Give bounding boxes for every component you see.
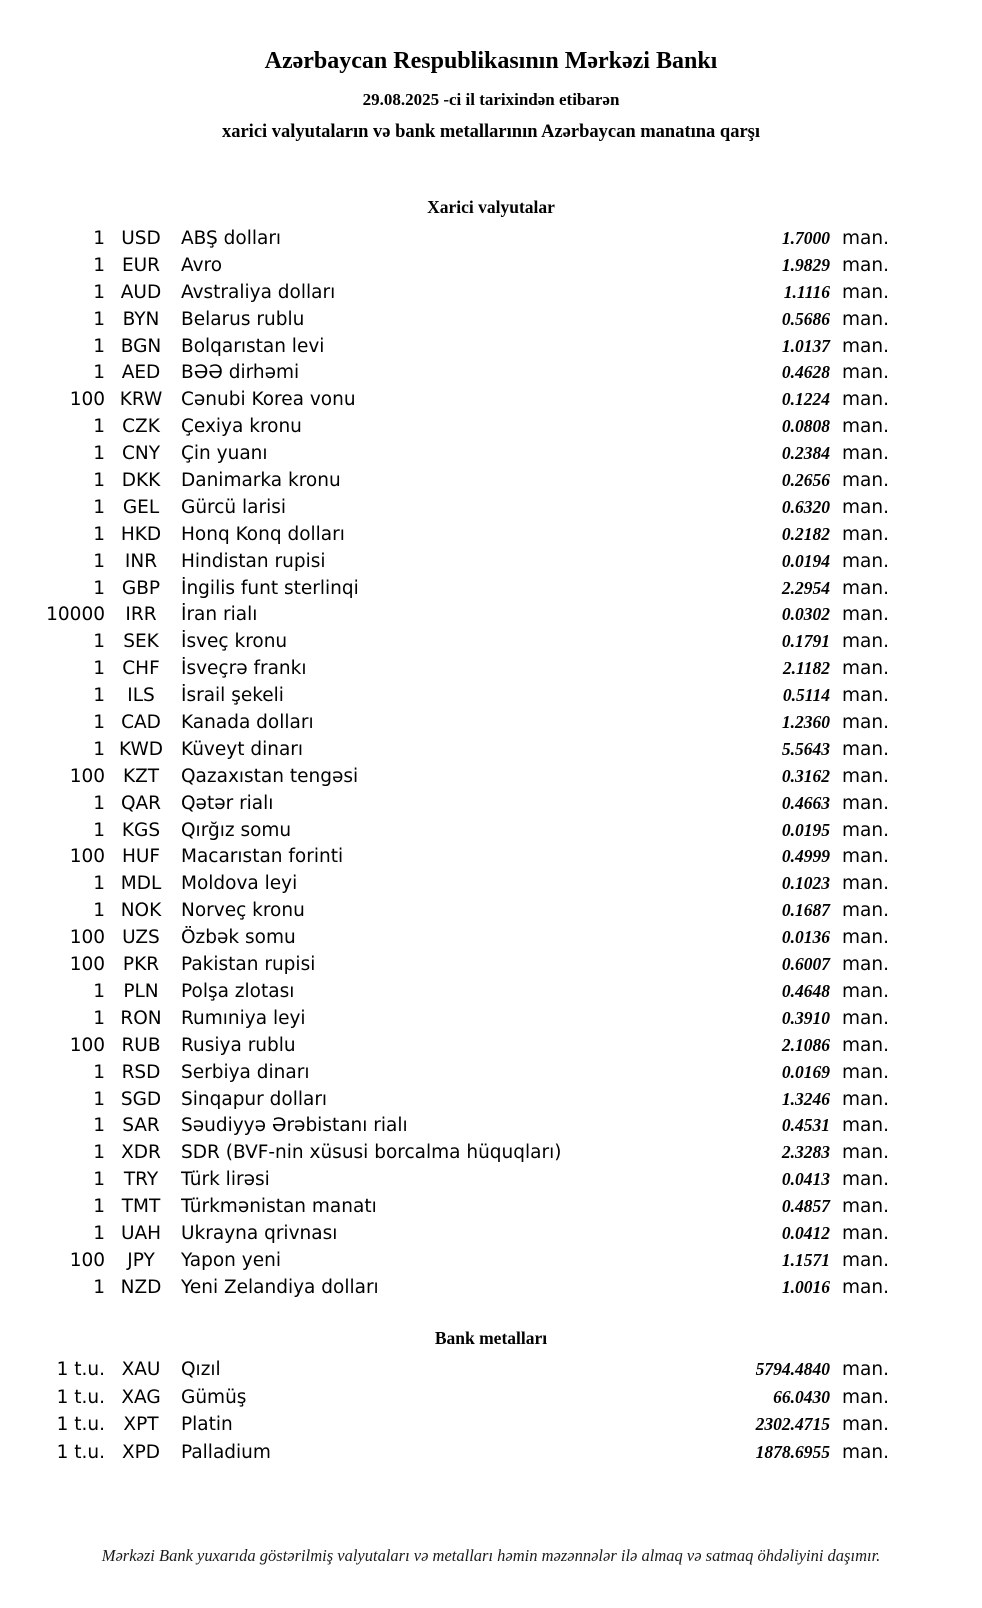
- unit-label: man.: [842, 1088, 889, 1110]
- currency-code: INR: [124, 550, 158, 572]
- currency-quantity: 1: [93, 1088, 105, 1110]
- currency-code: XPT: [123, 1414, 159, 1436]
- table-row: [0, 763, 890, 790]
- rate-value: 0.3910: [781, 1007, 830, 1028]
- currency-name: Çin yuanı: [181, 443, 268, 465]
- rate-value: 2.1182: [782, 658, 830, 679]
- currency-code: UAH: [120, 1222, 162, 1244]
- unit-label: man.: [842, 1249, 889, 1271]
- currency-name: Küveyt dinarı: [181, 738, 304, 760]
- unit-label: man.: [842, 254, 889, 276]
- unit-label: man.: [842, 1442, 889, 1464]
- rate-value: 1.0016: [781, 1276, 830, 1297]
- unit-label: man.: [842, 1414, 889, 1436]
- currency-code: SGD: [120, 1088, 162, 1110]
- currency-name: SDR (BVF-nin xüsusi borcalma hüquqları): [181, 1142, 562, 1164]
- currency-name: Honq Konq dolları: [181, 523, 345, 545]
- currency-name: Gümüş: [181, 1386, 247, 1408]
- unit-label: man.: [842, 228, 889, 249]
- currency-quantity: 1: [93, 980, 105, 1002]
- currency-code: DKK: [121, 470, 161, 492]
- unit-label: man.: [842, 1358, 889, 1380]
- currency-name: Serbiya dinarı: [181, 1061, 310, 1083]
- rate-value: 0.0413: [781, 1169, 830, 1190]
- unit-label: man.: [842, 765, 889, 787]
- page-header: [0, 46, 982, 144]
- rate-value: 0.0808: [781, 416, 830, 437]
- table-row: [0, 225, 890, 252]
- unit-label: man.: [842, 281, 889, 303]
- unit-label: man.: [842, 954, 889, 976]
- currency-quantity: 1: [93, 738, 105, 760]
- currency-quantity: 100: [69, 1034, 105, 1056]
- currency-name: Avstraliya dolları: [181, 281, 336, 303]
- table-row: [0, 1059, 890, 1086]
- effective-date: 29.08.2025 -ci il tarixindən etibarən: [362, 90, 620, 109]
- unit-label: man.: [842, 846, 889, 868]
- table-row: [0, 575, 890, 602]
- rate-value: 0.1023: [781, 873, 830, 894]
- currency-quantity: 1: [93, 550, 105, 572]
- currency-quantity: 1: [93, 1007, 105, 1029]
- rate-value: 2.2954: [781, 577, 830, 598]
- table-row: [0, 655, 890, 682]
- currency-name: İsveç kronu: [181, 631, 288, 653]
- currency-quantity: 1: [93, 1142, 105, 1164]
- rate-value: 1.1571: [781, 1249, 830, 1270]
- currency-code: PLN: [123, 980, 159, 1002]
- table-row: [0, 279, 890, 306]
- currency-quantity: 1 t.u.: [56, 1414, 105, 1436]
- currency-quantity: 1: [93, 281, 105, 303]
- unit-label: man.: [842, 1034, 889, 1056]
- currency-code: XDR: [121, 1142, 161, 1164]
- currency-name: BƏƏ dirhəmi: [181, 362, 300, 384]
- unit-label: man.: [842, 1169, 889, 1191]
- table-row: [0, 1032, 890, 1059]
- currency-quantity: 100: [69, 927, 105, 949]
- currency-name: Hindistan rupisi: [181, 550, 326, 572]
- rate-value: 0.6007: [781, 954, 830, 975]
- currency-quantity: 1: [93, 900, 105, 922]
- currency-code: JPY: [127, 1249, 155, 1271]
- unit-label: man.: [842, 362, 889, 384]
- currency-name: Norveç kronu: [181, 900, 305, 922]
- rate-value: 0.0169: [781, 1061, 830, 1082]
- rate-value: 0.4628: [781, 362, 830, 383]
- currency-name: Belarus rublu: [181, 308, 305, 330]
- table-row: [0, 790, 890, 817]
- currency-quantity: 1: [93, 577, 105, 599]
- page-title: Azərbaycan Respublikasının Mərkəzi Bankı: [264, 48, 718, 74]
- rate-value: 0.3162: [781, 765, 830, 786]
- currency-code: AUD: [120, 281, 162, 303]
- currency-code: AED: [121, 362, 161, 384]
- currency-quantity: 100: [69, 765, 105, 787]
- rate-value: 1.7000: [781, 228, 830, 248]
- currency-name: Rusiya rublu: [181, 1034, 296, 1056]
- table-row: [0, 682, 890, 709]
- rate-value: 0.4999: [781, 846, 830, 867]
- currency-quantity: 10000: [46, 604, 105, 626]
- currency-name: Avro: [181, 254, 223, 276]
- section-heading-currencies: Xarici valyutalar: [427, 197, 555, 217]
- currency-quantity: 1: [93, 1222, 105, 1244]
- currency-code: KGS: [121, 819, 161, 841]
- currency-name: Qızıl: [181, 1358, 221, 1380]
- section-heading-metals: Bank metalları: [434, 1327, 548, 1348]
- currency-code: SEK: [123, 631, 159, 653]
- currency-code: SAR: [122, 1115, 160, 1137]
- currency-name: Bolqarıstan levi: [181, 335, 325, 357]
- rate-value: 0.0195: [781, 819, 830, 840]
- table-row: [0, 1193, 890, 1220]
- currency-code: GBP: [121, 577, 161, 599]
- currency-quantity: 1: [93, 1061, 105, 1083]
- currency-quantity: 1: [93, 792, 105, 814]
- rate-value: 0.1687: [781, 900, 830, 921]
- currency-code: HKD: [120, 523, 162, 545]
- unit-label: man.: [842, 1142, 889, 1164]
- table-row: [0, 306, 890, 333]
- rate-value: 0.4663: [781, 792, 830, 813]
- currency-code: ILS: [127, 685, 155, 707]
- unit-label: man.: [842, 1007, 889, 1029]
- currency-quantity: 1: [93, 335, 105, 357]
- currency-code: KRW: [119, 389, 163, 411]
- currency-code: RSD: [121, 1061, 161, 1083]
- table-row: [0, 817, 890, 844]
- currency-name: İran rialı: [181, 604, 258, 626]
- currency-name: Yapon yeni: [181, 1249, 281, 1271]
- rate-value: 0.2384: [781, 443, 830, 464]
- currency-name: Qətər rialı: [181, 792, 274, 814]
- table-row: [0, 1274, 890, 1301]
- rate-value: 2.3283: [781, 1142, 830, 1163]
- unit-label: man.: [842, 685, 889, 707]
- currency-quantity: 1: [93, 496, 105, 518]
- table-row: [0, 413, 890, 440]
- rate-value: 1.0137: [781, 335, 830, 356]
- currency-quantity: 1 t.u.: [56, 1442, 105, 1464]
- rate-value: 2.1086: [781, 1034, 830, 1055]
- unit-label: man.: [842, 550, 889, 572]
- table-row: [0, 1005, 890, 1032]
- rate-value: 66.0430: [773, 1386, 830, 1407]
- table-row: [0, 359, 890, 386]
- rate-value: 0.4648: [781, 980, 830, 1001]
- currency-name: Qazaxıstan tengəsi: [181, 765, 359, 787]
- currency-code: MDL: [120, 873, 162, 895]
- table-row: [0, 1411, 890, 1439]
- currency-code: RUB: [121, 1034, 161, 1056]
- table-row: [0, 252, 890, 279]
- metals-table: [0, 1356, 982, 1468]
- rate-value: 1878.6955: [755, 1442, 830, 1463]
- currency-quantity: 1: [93, 712, 105, 734]
- currency-name: Özbək somu: [181, 927, 296, 949]
- rate-value: 2302.4715: [755, 1414, 830, 1435]
- currency-quantity: 1: [93, 308, 105, 330]
- table-row: [0, 1139, 890, 1166]
- currency-name: Platin: [181, 1414, 233, 1436]
- currency-quantity: 1: [93, 523, 105, 545]
- table-row: [0, 1247, 890, 1274]
- currency-name: Rumıniya leyi: [181, 1007, 306, 1029]
- currency-quantity: 1: [93, 819, 105, 841]
- table-row: [0, 1166, 890, 1193]
- currency-quantity: 1: [93, 1115, 105, 1137]
- unit-label: man.: [842, 496, 889, 518]
- rate-value: 0.0136: [781, 927, 830, 948]
- rate-value: 0.5686: [781, 308, 830, 329]
- currency-code: EUR: [121, 254, 161, 276]
- rate-value: 5.5643: [781, 738, 830, 759]
- currency-code: BGN: [120, 335, 162, 357]
- currency-code: RON: [120, 1007, 162, 1029]
- currency-quantity: 1: [93, 228, 105, 249]
- rate-value: 1.9829: [781, 254, 830, 275]
- table-row: [0, 1086, 890, 1113]
- table-row: [0, 709, 890, 736]
- currency-quantity: 1: [93, 631, 105, 653]
- table-row: [0, 897, 890, 924]
- currency-code: BYN: [122, 308, 160, 330]
- table-row: [0, 843, 890, 870]
- unit-label: man.: [842, 1115, 889, 1137]
- currency-name: Türk lirəsi: [181, 1169, 270, 1191]
- table-row: [0, 601, 890, 628]
- unit-label: man.: [842, 416, 889, 438]
- rate-value: 0.5114: [782, 685, 830, 706]
- unit-label: man.: [842, 927, 889, 949]
- unit-label: man.: [842, 470, 889, 492]
- currency-code: CZK: [122, 416, 160, 438]
- currency-name: Macarıstan forinti: [181, 846, 344, 868]
- currency-code: CAD: [121, 712, 161, 734]
- currency-code: TRY: [123, 1169, 159, 1191]
- unit-label: man.: [842, 980, 889, 1002]
- currency-name: Gürcü larisi: [181, 496, 287, 518]
- table-row: [0, 628, 890, 655]
- currency-quantity: 1: [93, 658, 105, 680]
- currency-name: Danimarka kronu: [181, 470, 341, 492]
- currency-quantity: 1 t.u.: [56, 1358, 105, 1380]
- currency-code: CHF: [122, 658, 160, 680]
- table-row: [0, 924, 890, 951]
- unit-label: man.: [842, 523, 889, 545]
- table-row: [0, 1439, 890, 1467]
- table-row: [0, 1112, 890, 1139]
- currency-name: Pakistan rupisi: [181, 954, 316, 976]
- currency-quantity: 100: [69, 954, 105, 976]
- rate-value: 1.3246: [781, 1088, 830, 1109]
- table-row: [0, 440, 890, 467]
- currency-name: Palladium: [181, 1442, 271, 1464]
- currency-code: QAR: [120, 792, 162, 814]
- unit-label: man.: [842, 389, 889, 411]
- rate-value: 0.0302: [781, 604, 830, 625]
- rate-value: 0.2656: [781, 470, 830, 491]
- currency-quantity: 1: [93, 1196, 105, 1218]
- currency-code: CNY: [121, 443, 161, 465]
- unit-label: man.: [842, 443, 889, 465]
- table-row: [0, 521, 890, 548]
- table-row: [0, 467, 890, 494]
- currency-code: IRR: [125, 604, 157, 626]
- currency-name: Çexiya kronu: [181, 416, 302, 438]
- currency-name: Yeni Zelandiya dolları: [181, 1276, 379, 1298]
- unit-label: man.: [842, 1222, 889, 1244]
- rate-value: 1.2360: [781, 712, 830, 733]
- unit-label: man.: [842, 792, 889, 814]
- unit-label: man.: [842, 738, 889, 760]
- rate-value: 0.1224: [781, 389, 830, 410]
- currency-name: Səudiyyə Ərəbistanı rialı: [181, 1115, 408, 1137]
- unit-label: man.: [842, 1386, 889, 1408]
- rate-value: 0.0194: [781, 550, 830, 571]
- currency-name: Kanada dolları: [181, 712, 314, 734]
- currency-quantity: 1: [93, 443, 105, 465]
- unit-label: man.: [842, 1276, 889, 1298]
- rate-value: 5794.4840: [755, 1358, 830, 1379]
- currency-code: TMT: [121, 1196, 161, 1218]
- currency-code: NZD: [120, 1276, 162, 1298]
- rate-value: 0.4531: [781, 1115, 830, 1136]
- currencies-table: [0, 225, 982, 1301]
- table-row: [0, 333, 890, 360]
- currency-code: XAU: [121, 1358, 161, 1380]
- table-row: [0, 978, 890, 1005]
- unit-label: man.: [842, 900, 889, 922]
- currency-name: İsrail şekeli: [181, 685, 284, 707]
- currency-code: PKR: [122, 954, 160, 976]
- table-row: [0, 951, 890, 978]
- currency-quantity: 1: [93, 416, 105, 438]
- currency-quantity: 1: [93, 362, 105, 384]
- unit-label: man.: [842, 308, 889, 330]
- rate-value: 0.1791: [781, 631, 830, 652]
- unit-label: man.: [842, 1061, 889, 1083]
- currency-quantity: 1: [93, 254, 105, 276]
- table-row: [0, 386, 890, 413]
- table-row: [0, 1384, 890, 1412]
- rate-value: 0.6320: [781, 496, 830, 517]
- disclaimer: Mərkəzi Bank yuxarıda göstərilmiş valyutaları və metalları həmin məzənnələr ilə almaq və satmaq öhdəliyini daşımır.: [101, 1546, 881, 1565]
- currency-quantity: 100: [69, 389, 105, 411]
- currency-name: İsveçrə frankı: [181, 658, 307, 680]
- table-row: [0, 1356, 890, 1384]
- unit-label: man.: [842, 819, 889, 841]
- unit-label: man.: [842, 631, 889, 653]
- currency-quantity: 1: [93, 1169, 105, 1191]
- table-row: [0, 1220, 890, 1247]
- currency-name: Türkmənistan manatı: [181, 1196, 377, 1218]
- unit-label: man.: [842, 577, 889, 599]
- currency-code: UZS: [122, 927, 160, 949]
- unit-label: man.: [842, 604, 889, 626]
- currency-name: Cənubi Korea vonu: [181, 389, 356, 411]
- rate-value: 0.4857: [781, 1196, 830, 1217]
- rate-value: 0.0412: [781, 1222, 830, 1243]
- currency-quantity: 1: [93, 685, 105, 707]
- rate-value: 1.1116: [783, 281, 830, 302]
- currency-code: KWD: [118, 738, 163, 760]
- currency-code: NOK: [120, 900, 162, 922]
- currency-name: ABŞ dolları: [181, 228, 282, 249]
- currency-name: Moldova leyi: [181, 873, 298, 895]
- currency-quantity: 1: [93, 873, 105, 895]
- currency-name: Ukrayna qrivnası: [181, 1222, 338, 1244]
- currency-code: GEL: [122, 496, 160, 518]
- currency-code: HUF: [121, 846, 161, 868]
- page-subtitle: xarici valyutaların və bank metallarının Azərbaycan manatına qarşı: [221, 122, 761, 142]
- table-row: [0, 870, 890, 897]
- currency-name: Sinqapur dolları: [181, 1088, 328, 1110]
- currency-code: KZT: [122, 765, 160, 787]
- currency-code: USD: [121, 228, 161, 249]
- table-row: [0, 548, 890, 575]
- currency-name: Qırğız somu: [181, 819, 292, 841]
- rate-value: 0.2182: [781, 523, 830, 544]
- currency-code: XAG: [121, 1386, 161, 1408]
- unit-label: man.: [842, 658, 889, 680]
- unit-label: man.: [842, 712, 889, 734]
- unit-label: man.: [842, 335, 889, 357]
- currency-quantity: 1: [93, 470, 105, 492]
- currency-quantity: 100: [69, 1249, 105, 1271]
- table-row: [0, 736, 890, 763]
- currency-quantity: 100: [69, 846, 105, 868]
- currency-code: XPD: [121, 1442, 161, 1464]
- unit-label: man.: [842, 873, 889, 895]
- currency-quantity: 1 t.u.: [56, 1386, 105, 1408]
- currency-quantity: 1: [93, 1276, 105, 1298]
- unit-label: man.: [842, 1196, 889, 1218]
- table-row: [0, 494, 890, 521]
- currency-name: Polşa zlotası: [181, 980, 295, 1002]
- currency-name: İngilis funt sterlinqi: [181, 577, 359, 599]
